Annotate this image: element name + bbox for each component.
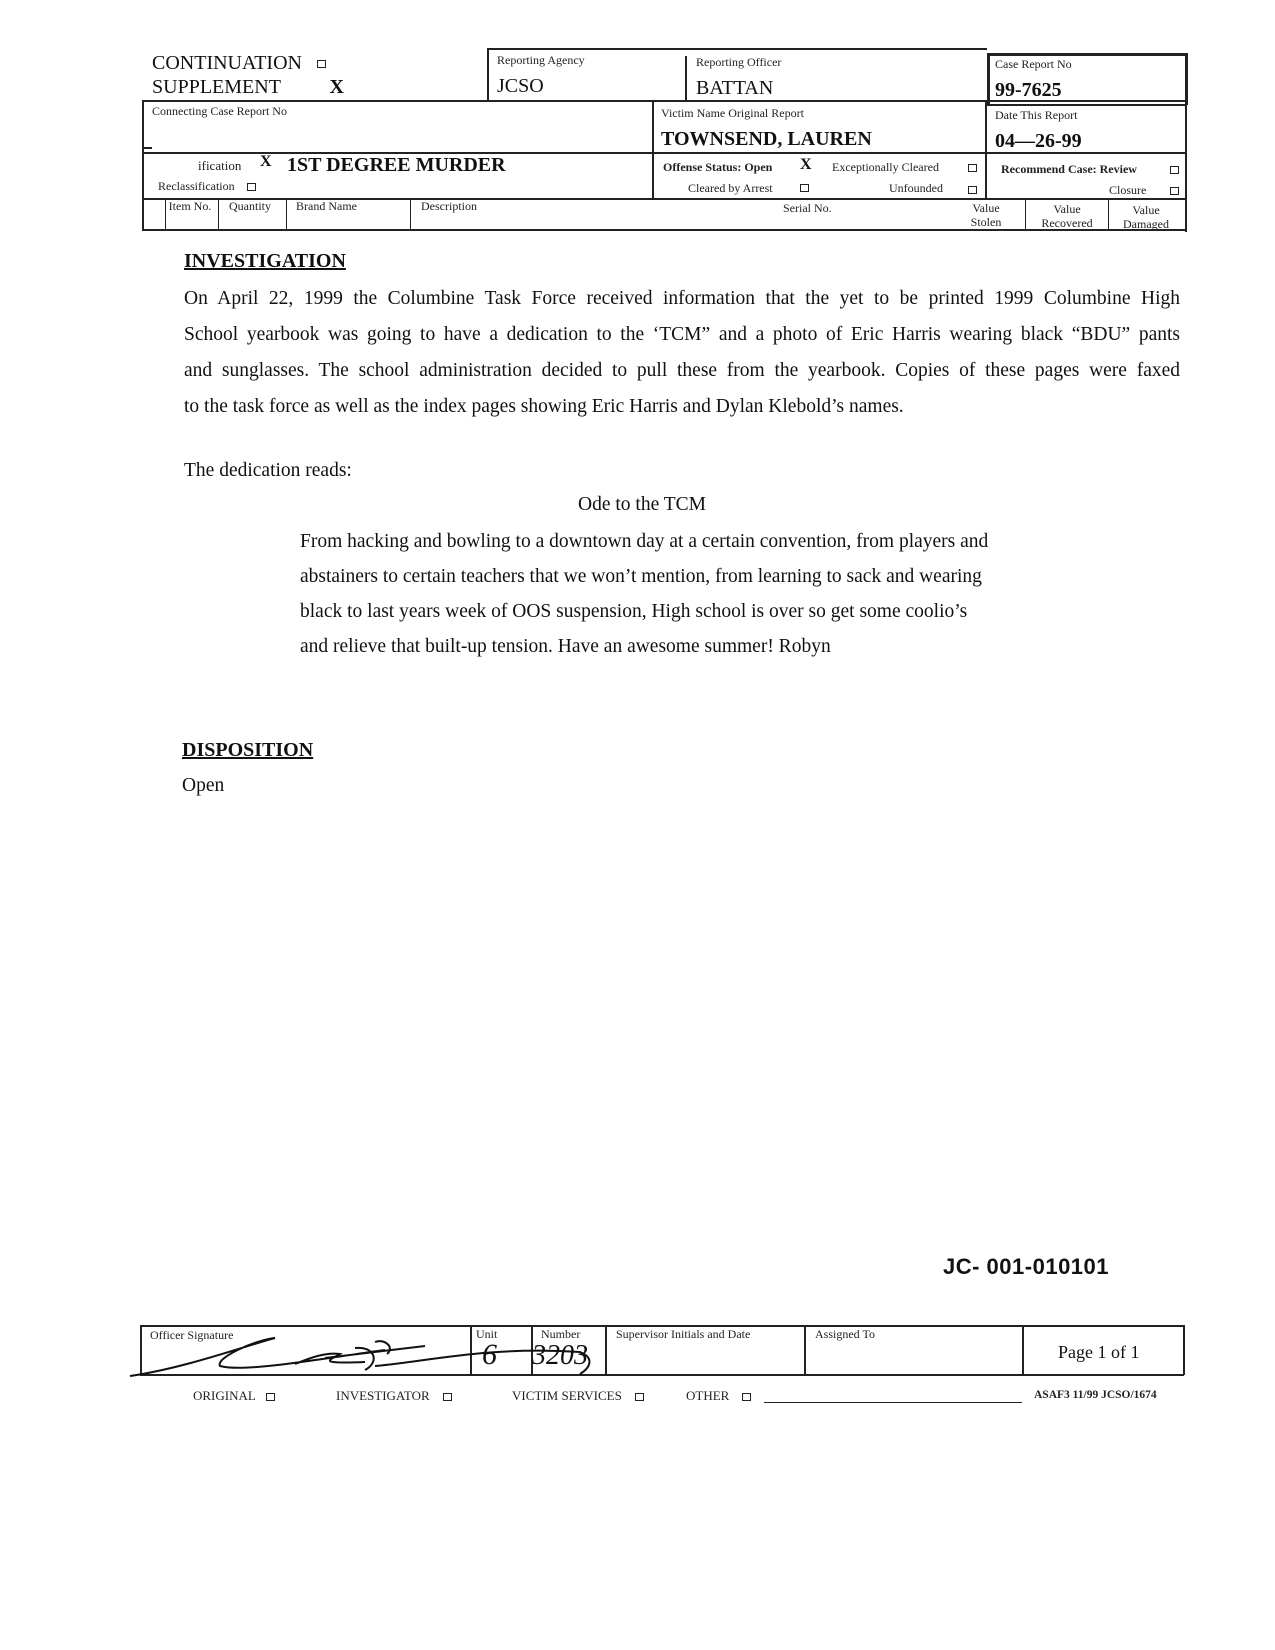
- poem-text: [300, 524, 1040, 664]
- date-report-value: 04—26-99: [995, 130, 1082, 152]
- investigation-heading: INVESTIGATION: [184, 250, 346, 272]
- assigned-label: Assigned To: [815, 1327, 875, 1341]
- original-label: ORIGINAL: [193, 1388, 275, 1404]
- reclassification-label: Reclassification: [158, 179, 256, 194]
- column-description: Description: [421, 199, 477, 213]
- investigation-text: [184, 281, 1180, 425]
- reporting-agency-value: JCSO: [497, 75, 544, 97]
- column-quantity: Quantity: [229, 199, 271, 213]
- victim-name-label: Victim Name Original Report: [661, 106, 804, 120]
- page-number: Page 1 of 1: [1058, 1342, 1140, 1362]
- column-value-recovered: Value Recovered: [1041, 202, 1093, 230]
- connecting-case-label: Connecting Case Report No: [152, 104, 287, 118]
- victim-services-checkbox[interactable]: [635, 1393, 644, 1401]
- original-checkbox[interactable]: [266, 1393, 275, 1401]
- disposition-value: Open: [182, 775, 225, 796]
- column-value-damaged: Value Damaged: [1123, 203, 1169, 231]
- date-report-label: Date This Report: [995, 108, 1078, 122]
- case-report-number: 99-7625: [995, 79, 1062, 101]
- reporting-agency-label: Reporting Agency: [497, 53, 585, 67]
- exceptionally-cleared-checkbox[interactable]: [968, 164, 977, 172]
- poem-line-1: From hacking and bowling to a downtown day at a certain convention, from players and: [300, 531, 989, 552]
- other-checkbox[interactable]: [742, 1393, 751, 1401]
- document-stamp: JC- 001-010101: [943, 1254, 1110, 1279]
- poem-line-4: and relieve that built-up tension. Have an awesome summer! Robyn: [300, 636, 831, 657]
- investigation-line-3: and sunglasses. The school administration decided to pull these from the yearbook. Copies of these pages were faxed: [184, 360, 1180, 381]
- review-checkbox[interactable]: [1170, 166, 1179, 174]
- continuation-checkbox[interactable]: [317, 60, 326, 68]
- reporting-officer-value: BATTAN: [696, 77, 774, 99]
- victim-name-value: TOWNSEND, LAUREN: [661, 128, 872, 150]
- investigator-label: INVESTIGATOR: [336, 1388, 452, 1404]
- reporting-officer-label: Reporting Officer: [696, 55, 782, 69]
- supervisor-label: Supervisor Initials and Date: [616, 1327, 751, 1341]
- unit-value: 6: [482, 1338, 497, 1371]
- other-label: OTHER: [686, 1388, 751, 1404]
- column-item-no: Item No.: [168, 199, 212, 213]
- poem-title: Ode to the TCM: [578, 494, 707, 515]
- form-code: ASAF3 11/99 JCSO/1674: [1034, 1389, 1157, 1401]
- classification-label: ification: [198, 158, 242, 173]
- poem-line-3: black to last years week of OOS suspension, High school is over so get some coolio’s: [300, 601, 968, 622]
- poem-line-2: abstainers to certain teachers that we won’t mention, from learning to sack and wearing: [300, 566, 982, 587]
- dedication-intro: The dedication reads:: [184, 460, 352, 481]
- unfounded-label: Unfounded: [889, 181, 943, 195]
- number-value: 3203: [532, 1340, 588, 1371]
- investigator-checkbox[interactable]: [443, 1393, 452, 1401]
- investigation-line-2: School yearbook was going to have a dedication to the ‘TCM” and a photo of Eric Harris wearing black “BDU” pants: [184, 324, 1180, 345]
- closure-checkbox[interactable]: [1170, 187, 1179, 195]
- number-label: Number: [541, 1327, 581, 1341]
- case-report-label: Case Report No: [995, 57, 1072, 71]
- offense-status-label: Offense Status: Open: [663, 160, 773, 174]
- investigation-line-4: to the task force as well as the index pages showing Eric Harris and Dylan Klebold’s names.: [184, 396, 904, 417]
- column-serial-no: Serial No.: [783, 201, 832, 215]
- recommend-case-label: Recommend Case: Review: [1001, 162, 1137, 176]
- classification-value: 1ST DEGREE MURDER: [287, 154, 506, 176]
- cleared-by-arrest-label: Cleared by Arrest: [688, 181, 773, 195]
- classification-mark[interactable]: X: [260, 153, 272, 170]
- offense-open-mark[interactable]: X: [800, 156, 812, 173]
- continuation-label: CONTINUATION: [152, 52, 326, 75]
- column-brand-name: Brand Name: [296, 199, 357, 213]
- officer-signature-label: Officer Signature: [150, 1328, 234, 1342]
- closure-label: Closure: [1109, 183, 1147, 197]
- reclassification-checkbox[interactable]: [247, 183, 256, 191]
- supplement-label: SUPPLEMENT X: [152, 76, 344, 98]
- other-blank-line: [764, 1402, 1022, 1403]
- exceptionally-cleared-label: Exceptionally Cleared: [832, 160, 939, 174]
- unit-label: Unit: [476, 1327, 498, 1341]
- investigation-line-1: On April 22, 1999 the Columbine Task Force received information that the yet to be printed 1999 Columbine High: [184, 288, 1180, 309]
- unfounded-checkbox[interactable]: [968, 186, 977, 194]
- cleared-by-arrest-checkbox[interactable]: [800, 184, 809, 192]
- disposition-heading: DISPOSITION: [182, 739, 314, 761]
- victim-services-label: VICTIM SERVICES: [512, 1388, 644, 1404]
- supplement-mark[interactable]: X: [329, 76, 344, 98]
- column-value-stolen: Value Stolen: [970, 201, 1002, 229]
